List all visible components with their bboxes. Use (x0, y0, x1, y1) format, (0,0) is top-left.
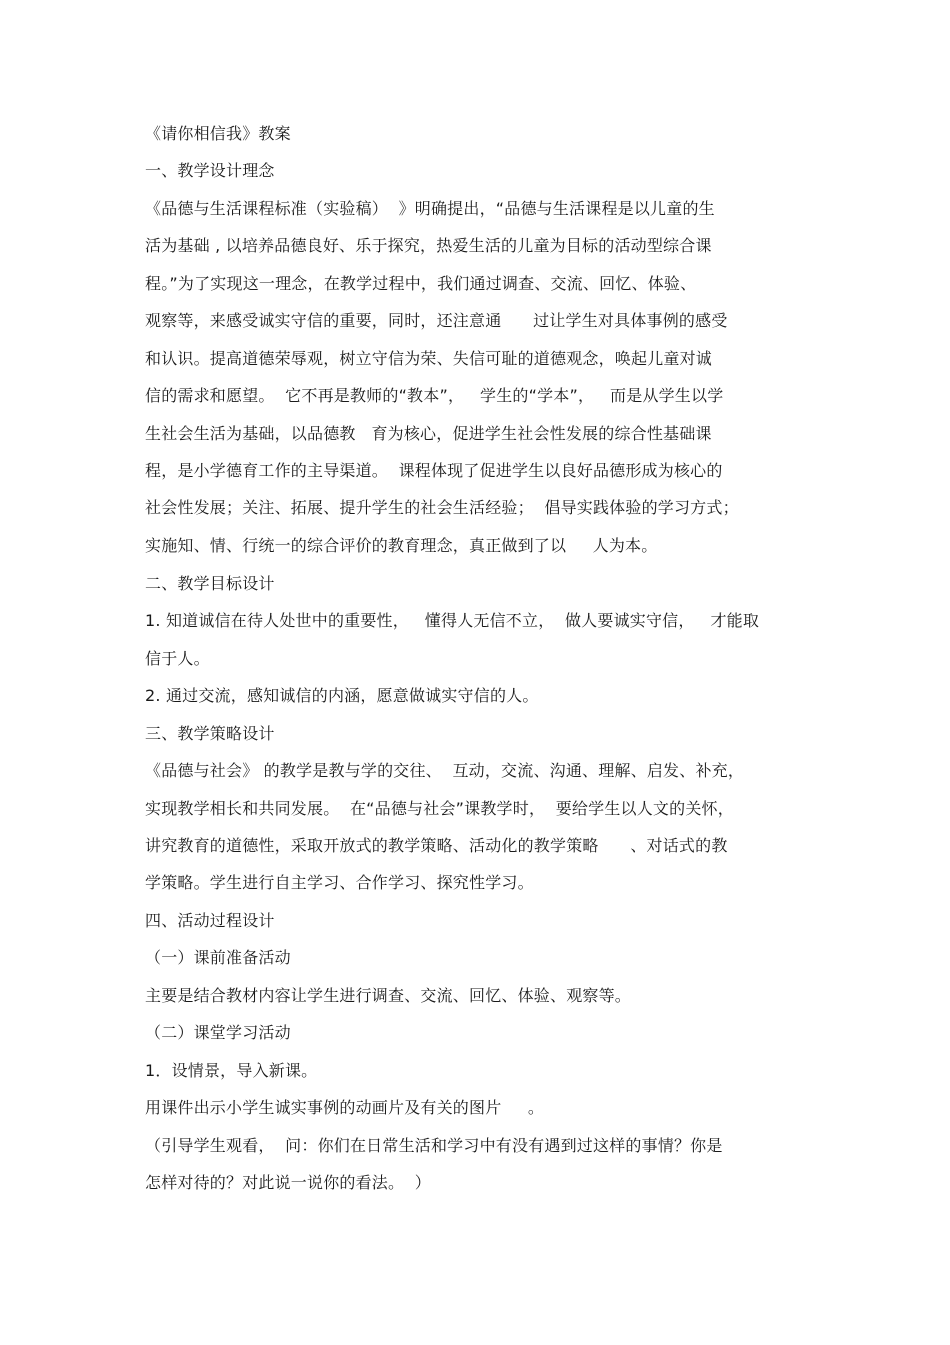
paragraph-line: 生社会生活为基础，以品德教 育为核心，促进学生社会性发展的综合性基础课 (145, 424, 712, 443)
list-item: 信于人。 (145, 649, 210, 668)
paragraph-line: 和认识。提高道德荣辱观，树立守信为荣、失信可耻的道德观念，唤起儿童对诚 (145, 349, 713, 368)
list-item: 1. 知道诚信在待人处世中的重要性， 懂得人无信不立， 做人要诚实守信， 才能取 (145, 611, 760, 630)
paragraph-line: 怎样对待的？对此说一说你的看法。 ） (145, 1173, 431, 1192)
section-heading-3: 三、教学策略设计 (145, 724, 275, 743)
section-heading-4: 四、活动过程设计 (145, 911, 275, 930)
paragraph-line: 学策略。学生进行自主学习、合作学习、探究性学习。 (145, 873, 534, 892)
paragraph-line: 活为基础 , 以培养品德良好、乐于探究，热爱生活的儿童为目标的活动型综合课 (145, 236, 712, 255)
list-item: 1．设情景，导入新课。 (145, 1061, 318, 1080)
paragraph-line: 实现教学相长和共同发展。 在“品德与社会”课教学时， 要给学生以人文的关怀， (145, 799, 734, 818)
paragraph-line: 《品德与社会》 的教学是教与学的交往、 互动，交流、沟通、理解、启发、补充， (145, 761, 745, 780)
paragraph-line: 《品德与生活课程标准（实验稿） 》明确提出，“品德与生活课程是以儿童的生 (145, 199, 715, 218)
paragraph-line: 用课件出示小学生诚实事例的动画片及有关的图片 。 (145, 1098, 545, 1117)
paragraph-line: 信的需求和愿望。 它不再是教师的“教本”， 学生的“学本”， 而是从学生以学 (145, 386, 724, 405)
section-heading-2: 二、教学目标设计 (145, 574, 275, 593)
section-heading-1: 一、教学设计理念 (145, 161, 275, 180)
paragraph-line: 讲究教育的道德性，采取开放式的教学策略、活动化的教学策略 、对话式的教 (145, 836, 728, 855)
subsection-heading: （二）课堂学习活动 (145, 1023, 291, 1042)
paragraph-line: 实施知、情、行统一的综合评价的教育理念，真正做到了以 人为本。 (145, 536, 658, 555)
paragraph-line: （引导学生观看， 问：你们在日常生活和学习中有没有遇到过这样的事情？你是 (145, 1136, 723, 1155)
subsection-heading: （一）课前准备活动 (145, 948, 291, 967)
paragraph-line: 观察等，来感受诚实守信的重要，同时，还注意通 过让学生对具体事例的感受 (145, 311, 728, 330)
paragraph-line: 主要是结合教材内容让学生进行调查、交流、回忆、体验、观察等。 (145, 986, 632, 1005)
paragraph-line: 程，是小学德育工作的主导渠道。 课程体现了促进学生以良好品德形成为核心的 (145, 461, 723, 480)
document-title: 《请你相信我》教案 (145, 124, 291, 143)
paragraph-line: 社会性发展；关注、拓展、提升学生的社会生活经验； 倡导实践体验的学习方式； (145, 498, 739, 517)
list-item: 2. 通过交流，感知诚信的内涵，愿意做诚实守信的人。 (145, 686, 539, 705)
paragraph-line: 程。”为了实现这一理念，在教学过程中，我们通过调查、交流、回忆、体验、 (145, 274, 697, 293)
